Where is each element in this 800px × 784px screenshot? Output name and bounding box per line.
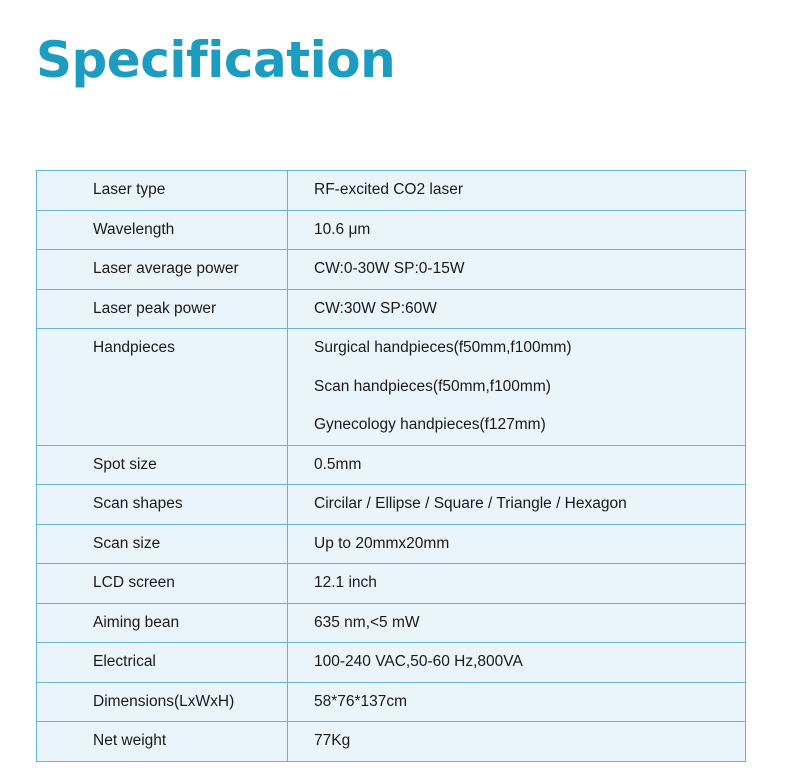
spec-table [36,170,746,762]
spec-label-cell [37,524,288,564]
spec-label: Electrical [93,653,156,670]
spec-value-cell [288,485,746,525]
spec-value: Up to 20mmx20mm [314,534,450,552]
spec-row [37,682,746,722]
spec-label-cell [37,210,288,250]
spec-row [37,250,746,290]
spec-value: Scan handpieces(f50mm,f100mm) [314,377,551,395]
spec-row [37,643,746,683]
spec-value: 635 nm,<5 mW [314,613,420,631]
spec-label-cell [37,445,288,485]
spec-row [37,445,746,485]
spec-label: Handpieces [93,339,175,356]
spec-value: 58*76*137cm [314,692,408,710]
spec-label-cell [37,171,288,211]
spec-value-cell [288,603,746,643]
spec-value: 0.5mm [314,455,362,473]
spec-value: CW:0-30W SP:0-15W [314,260,465,277]
spec-value: 100-240 VAC,50-60 Hz,800VA [314,653,523,670]
spec-label: Laser peak power [93,299,217,317]
spec-row [37,289,746,329]
spec-value: 77Kg [314,732,351,749]
spec-label-cell [37,485,288,525]
spec-value: CW:30W SP:60W [314,299,437,317]
spec-value: RF-excited CO2 laser [314,181,464,198]
spec-label: Spot size [93,455,157,473]
page-title: Specification [36,31,396,89]
spec-label: Scan shapes [93,495,183,512]
spec-row [37,524,746,564]
spec-row [37,564,746,604]
spec-value-cell [288,643,746,683]
spec-value-cell [288,564,746,604]
spec-label-cell [37,329,288,446]
spec-label: Aiming bean [93,613,180,631]
spec-label: Net weight [93,732,167,749]
spec-value-cell [288,250,746,290]
spec-row [37,485,746,525]
spec-label-cell [37,250,288,290]
spec-row [37,722,746,762]
spec-label: Laser type [93,181,166,198]
spec-value-cell [288,329,746,446]
spec-label: Dimensions(LxWxH) [93,692,235,710]
spec-label: Wavelength [93,220,175,238]
spec-row [37,603,746,643]
spec-value: Gynecology handpieces(f127mm) [314,416,546,433]
spec-value: 12.1 inch [314,574,377,591]
spec-label: Scan size [93,534,161,552]
spec-value-cell [288,722,746,762]
spec-value: Surgical handpieces(f50mm,f100mm) [314,339,572,356]
spec-value-cell [288,289,746,329]
spec-label-cell [37,564,288,604]
spec-value-cell [288,682,746,722]
spec-label-cell [37,603,288,643]
spec-label: LCD screen [93,574,175,591]
spec-value-cell [288,445,746,485]
spec-table-body [37,171,746,762]
spec-label-cell [37,643,288,683]
spec-label: Laser average power [93,260,239,277]
spec-value-cell [288,171,746,211]
spec-value: Circilar / Ellipse / Square / Triangle / Hexagon [314,495,627,512]
spec-label-cell [37,289,288,329]
spec-value-cell [288,210,746,250]
spec-row [37,210,746,250]
spec-label-cell [37,722,288,762]
spec-label-cell [37,682,288,722]
spec-value-cell [288,524,746,564]
spec-row [37,171,746,211]
spec-value: 10.6 μm [314,220,371,238]
spec-row [37,329,746,446]
